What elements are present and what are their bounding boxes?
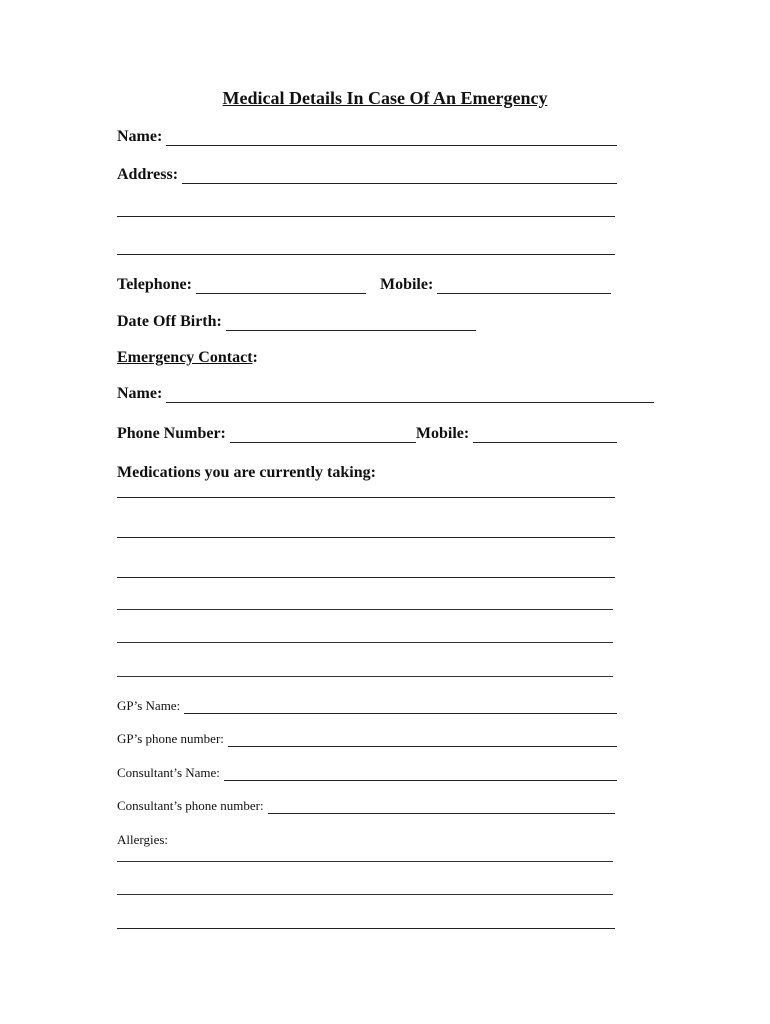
medications-label: Medications you are currently taking: (117, 464, 376, 481)
allergies-line-3[interactable] (117, 928, 615, 929)
medications-line-3[interactable] (117, 577, 615, 578)
medications-line-6[interactable] (117, 676, 613, 677)
allergies-line-2[interactable] (117, 894, 613, 895)
consultant-name-label: Consultant’s Name: (117, 765, 220, 780)
dob-row (117, 313, 617, 331)
consultant-name-field[interactable] (224, 779, 617, 781)
contact-name-row (117, 385, 654, 403)
phone-number-label: Phone Number: (117, 425, 226, 442)
gp-name-label: GP’s Name: (117, 698, 181, 713)
address-field-3[interactable] (117, 254, 615, 255)
allergies-row (117, 832, 617, 848)
telephone-field[interactable] (196, 292, 366, 294)
gp-phone-row (117, 731, 617, 747)
medications-line-1[interactable] (117, 497, 615, 498)
contact-mobile-field[interactable] (473, 441, 617, 443)
contact-name-label: Name: (117, 385, 163, 402)
address-label: Address: (117, 166, 179, 183)
name-field[interactable] (166, 144, 617, 146)
name-row (117, 128, 617, 146)
gp-phone-label: GP’s phone number: (117, 731, 224, 746)
page-title: Medical Details In Case Of An Emergency (222, 88, 548, 108)
dob-field[interactable] (226, 329, 476, 331)
medications-line-5[interactable] (117, 642, 613, 643)
emergency-contact-heading (117, 349, 617, 367)
consultant-phone-field[interactable] (268, 812, 615, 814)
address-field-1[interactable] (182, 182, 617, 184)
contact-mobile-label: Mobile: (415, 425, 470, 442)
contact-name-field[interactable] (166, 401, 654, 403)
name-label: Name: (117, 128, 163, 145)
dob-label: Date Off Birth: (117, 313, 222, 330)
allergies-line-1[interactable] (117, 861, 613, 862)
phone-number-row (117, 425, 617, 443)
medications-row (117, 464, 617, 482)
consultant-phone-label: Consultant’s phone number: (117, 798, 264, 813)
emergency-contact-colon: : (252, 349, 258, 366)
mobile-field[interactable] (437, 292, 611, 294)
gp-name-field[interactable] (184, 712, 617, 714)
telephone-label: Telephone: (117, 276, 192, 293)
medications-line-2[interactable] (117, 537, 615, 538)
consultant-name-row (117, 765, 617, 781)
emergency-contact-label: Emergency Contact (117, 349, 253, 366)
address-row (117, 166, 617, 184)
address-field-2[interactable] (117, 216, 615, 217)
allergies-label: Allergies: (117, 832, 169, 847)
gp-name-row (117, 698, 617, 714)
consultant-phone-row (117, 798, 615, 814)
phone-number-field[interactable] (230, 441, 416, 443)
mobile-label: Mobile: (379, 276, 434, 293)
medications-line-4[interactable] (117, 609, 613, 610)
telephone-row (117, 276, 617, 294)
gp-phone-field[interactable] (228, 745, 617, 747)
